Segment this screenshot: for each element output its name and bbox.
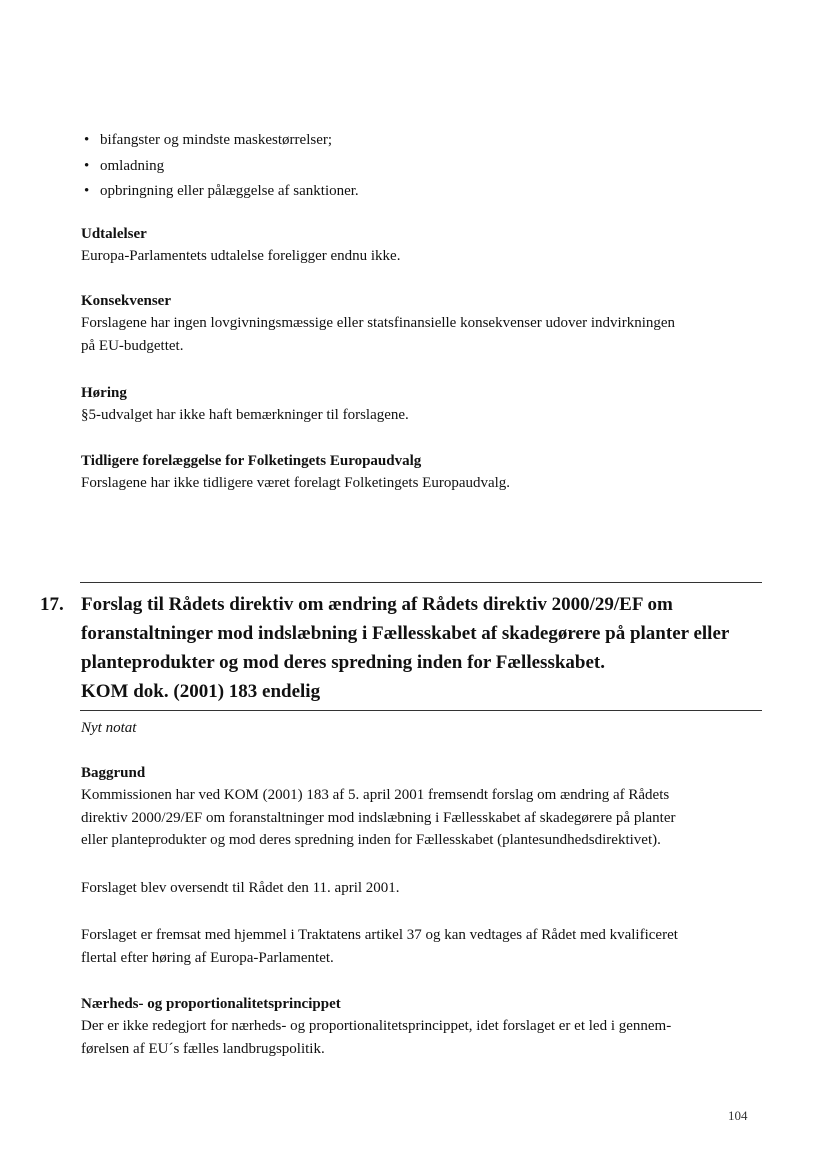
konsekvenser-line: Forslagene har ingen lovgivningsmæssige eller statsfinansielle konsekvenser udover indvirkningen (81, 315, 676, 331)
konsekvenser-heading: Konsekvenser (81, 293, 171, 309)
bullet-list (84, 128, 784, 205)
tidligere-text: Forslagene har ikke tidligere været forelagt Folketingets Europaudvalg. (81, 475, 511, 491)
tidligere-section (81, 450, 781, 495)
section-subtitle: Nyt notat (81, 720, 137, 736)
udtalelser-heading: Udtalelser (81, 226, 147, 242)
list-item (84, 128, 784, 154)
udtalelser-text: Europa-Parlamentets udtalelse foreligger endnu ikke. (81, 248, 401, 264)
baggrund-para3 (81, 924, 781, 969)
list-item (84, 154, 784, 180)
baggrund-para3-line: flertal efter høring af Europa-Parlamentet. (81, 949, 334, 966)
naerhed-line: Der er ikke redegjort for nærheds- og proportionalitetsprincippet, idet forslaget er et led i gennem- (81, 1018, 672, 1034)
naerhed-section (81, 993, 781, 1060)
bullet-icon: • (84, 183, 90, 199)
list-item-text: omladning (100, 157, 165, 174)
hoering-heading: Høring (81, 385, 127, 401)
konsekvenser-section (81, 290, 781, 357)
hoering-text: §5-udvalget har ikke haft bemærkninger til forslagene. (81, 407, 409, 423)
divider-top (80, 582, 762, 583)
tidligere-heading: Tidligere forelæggelse for Folketingets Europaudvalg (81, 453, 422, 469)
page-number: 104 (728, 1108, 748, 1123)
bullet-icon: • (84, 157, 90, 174)
baggrund-line: eller planteprodukter og mod deres spredning inden for Fællesskabet (plantesundhedsdirektivet). (81, 832, 661, 848)
baggrund-para2: Forslaget blev oversendt til Rådet den 11. april 2001. (81, 880, 400, 896)
baggrund-line: Kommissionen har ved KOM (2001) 183 af 5. april 2001 fremsendt forslag om ændring af Rådets (81, 787, 670, 803)
section-title-line: KOM dok. (2001) 183 endelig (81, 681, 321, 702)
udtalelser-section (81, 223, 781, 268)
list-item-text: bifangster og mindste maskestørrelser; (100, 132, 333, 148)
section-title (81, 590, 781, 706)
section-number: 17. (40, 594, 64, 615)
section-title-line: foranstaltninger mod indslæbning i Fællesskabet af skadegørere på planter eller (81, 623, 730, 644)
naerhed-heading: Nærheds- og proportionalitetsprincippet (81, 996, 341, 1012)
baggrund-line: direktiv 2000/29/EF om foranstaltninger mod indslæbning i Fællesskabet af skadegørere på planter (81, 809, 676, 826)
hoering-section (81, 382, 781, 427)
baggrund-para3-line: Forslaget er fremsat med hjemmel i Traktatens artikel 37 og kan vedtages af Rådet med kvalificeret (81, 927, 678, 943)
section-title-line: planteprodukter og mod deres spredning inden for Fællesskabet. (81, 652, 605, 673)
konsekvenser-line: på EU-budgettet. (81, 337, 184, 354)
baggrund-section (81, 762, 781, 852)
bullet-icon: • (84, 132, 90, 148)
section-title-line: Forslag til Rådets direktiv om ændring af Rådets direktiv 2000/29/EF om (81, 594, 673, 615)
baggrund-heading: Baggrund (81, 765, 146, 781)
list-item (84, 179, 784, 205)
naerhed-line: førelsen af EU´s fælles landbrugspolitik. (81, 1040, 325, 1057)
list-item-text: opbringning eller pålæggelse af sanktioner. (100, 183, 359, 199)
divider-bottom (80, 710, 762, 711)
